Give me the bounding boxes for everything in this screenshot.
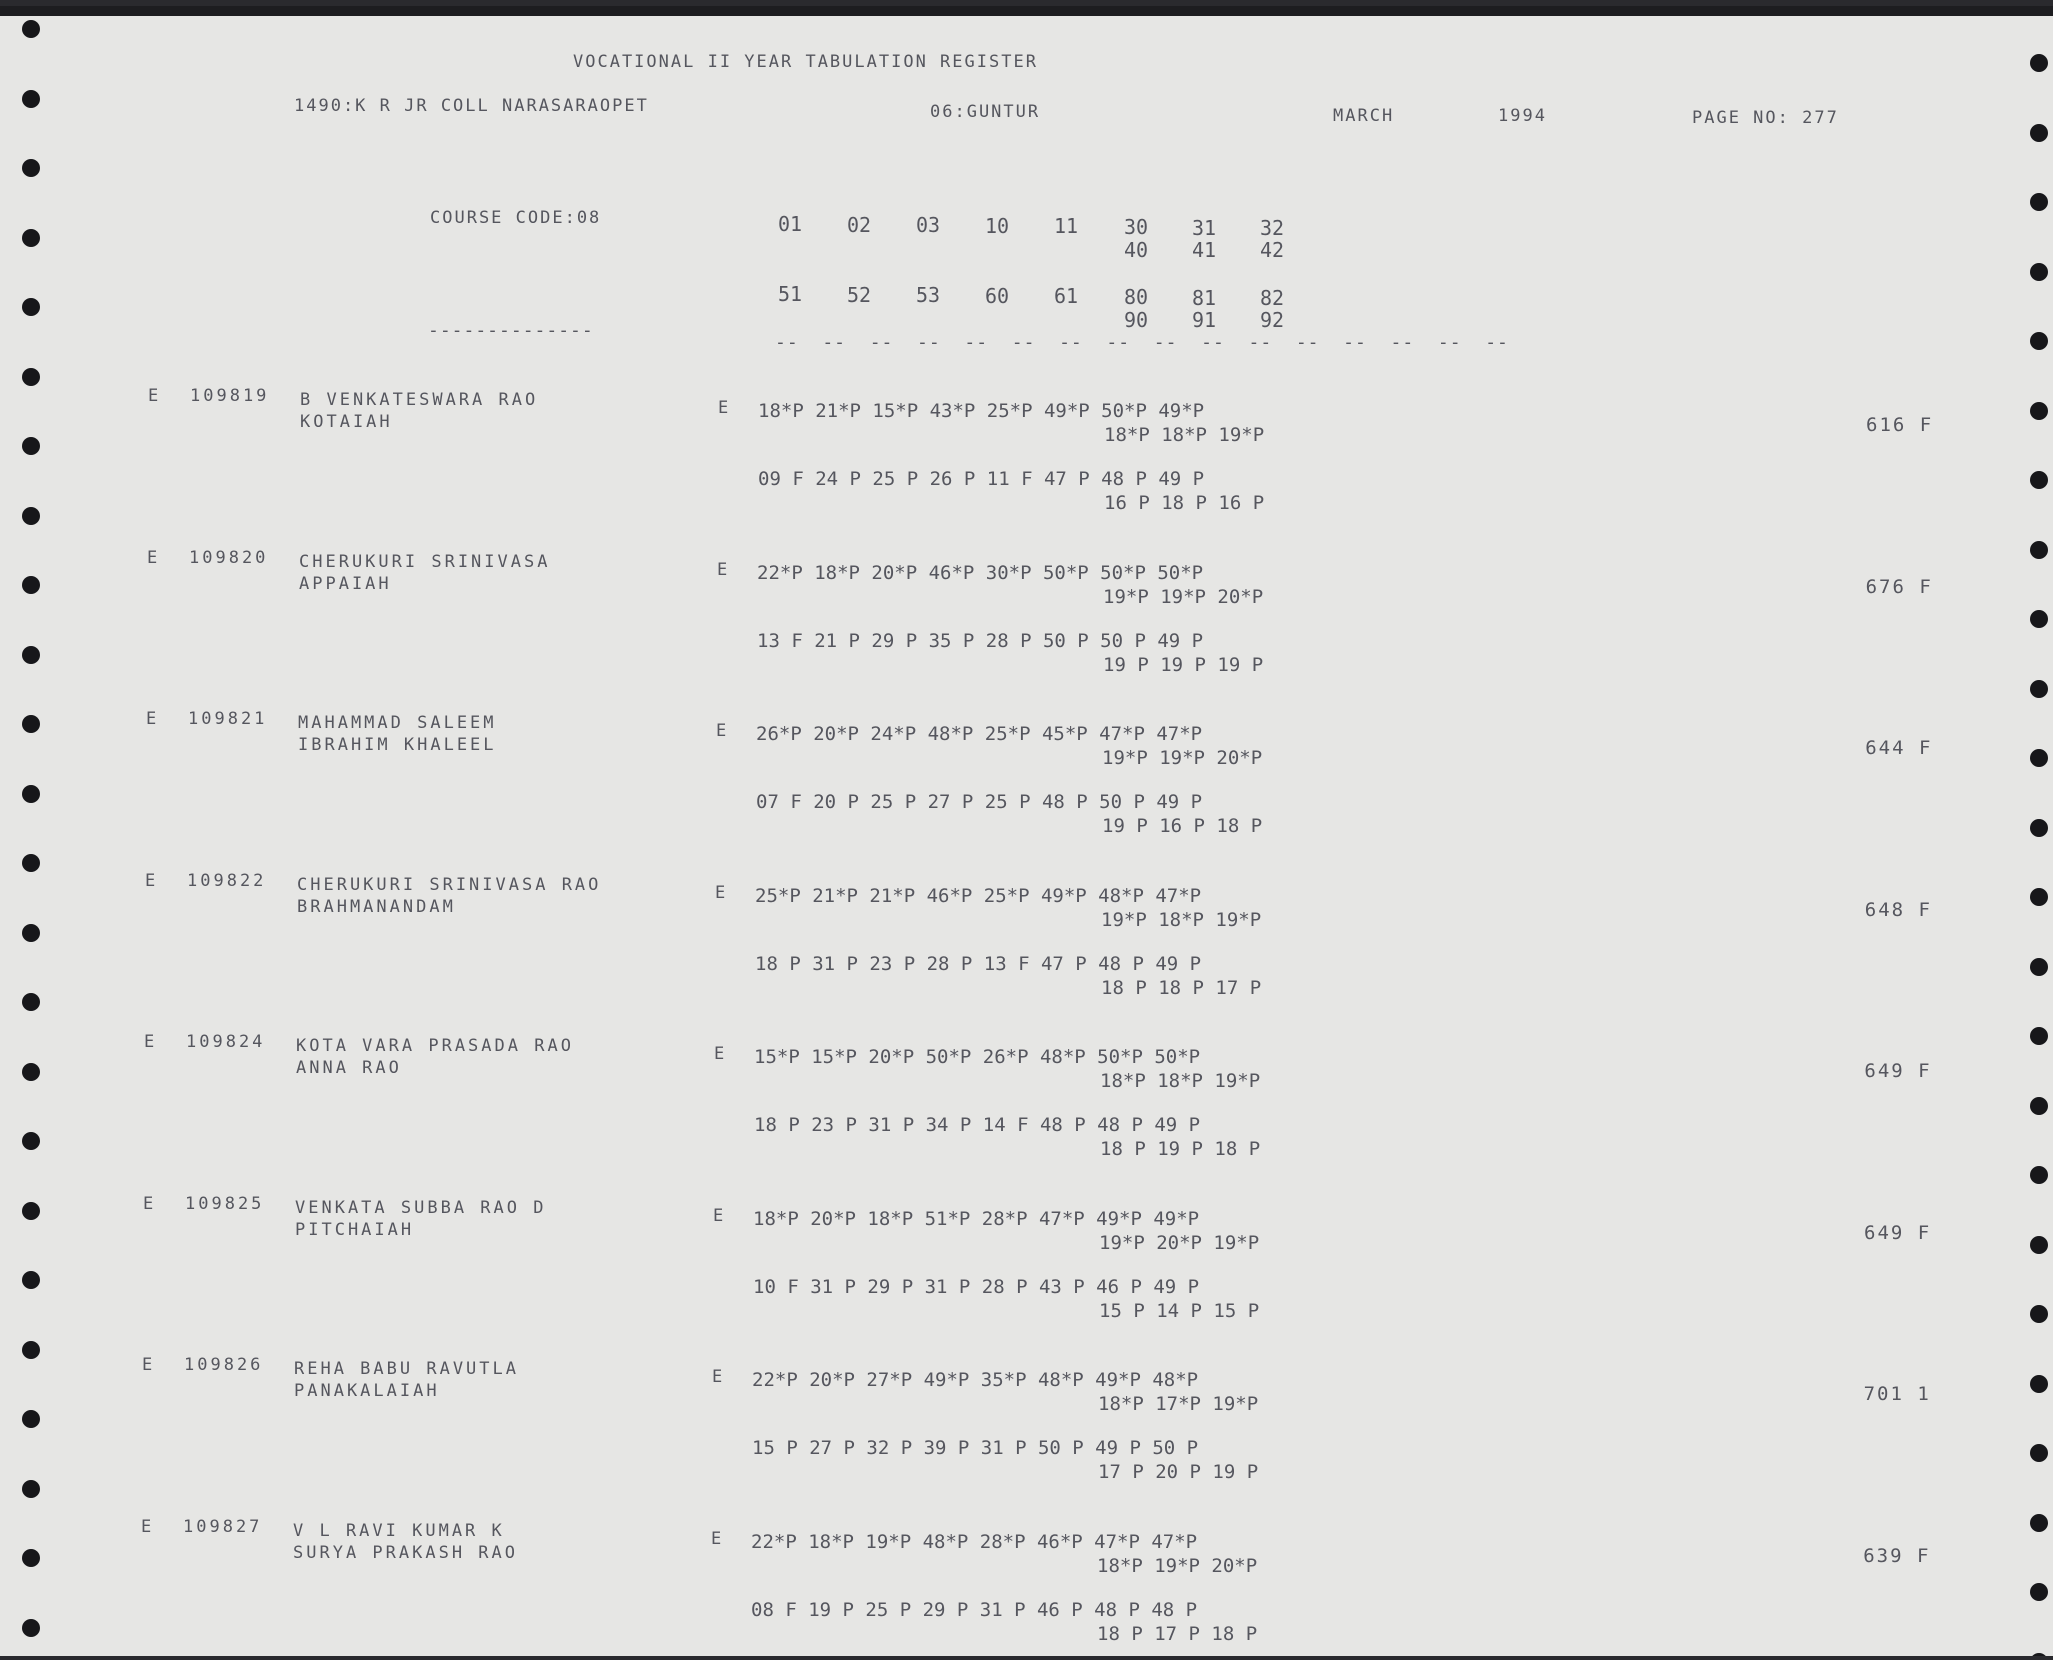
feed-hole [2030, 1166, 2048, 1184]
subject-code: 80 [1123, 285, 1149, 309]
page-number: PAGE NO: 277 [1692, 108, 1839, 128]
subject-code: 31 [1191, 215, 1217, 240]
exam-indicator: E [711, 1528, 725, 1549]
record-type: E [145, 870, 159, 891]
marks-line-1-cont: 18*P 18*P 19*P [1104, 424, 1265, 446]
feed-hole [22, 507, 40, 525]
subject-code: 11 [1053, 214, 1079, 239]
marks-line-2-cont: 18 P 18 P 17 P [1101, 976, 1262, 999]
subject-code: 32 [1259, 216, 1285, 241]
marks-line-2-cont: 15 P 14 P 15 P [1099, 1299, 1260, 1322]
feed-hole [22, 646, 40, 664]
subject-code: 92 [1259, 308, 1285, 332]
feed-hole [2030, 1375, 2048, 1393]
feed-hole [22, 1410, 40, 1428]
marks-line-2-cont: 17 P 20 P 19 P [1098, 1461, 1259, 1483]
grand-total: 616 F [1866, 414, 1934, 436]
roll-number: 109822 [187, 870, 267, 891]
marks-line-2-cont: 18 P 17 P 18 P [1097, 1622, 1258, 1645]
marks-line-2-cont: 16 P 18 P 16 P [1104, 492, 1265, 514]
feed-hole [22, 785, 40, 803]
father-name: APPAIAH [299, 573, 392, 594]
student-name: MAHAMMAD SALEEM [298, 713, 497, 733]
feed-hole [2030, 471, 2048, 489]
marks-line-1: 22*P 20*P 27*P 49*P 35*P 48*P 49*P 48*P [752, 1369, 1199, 1391]
exam-indicator: E [717, 559, 731, 580]
course-code-label: COURSE CODE:08 [430, 208, 602, 228]
subject-code: 01 [777, 212, 803, 236]
feed-hole [2030, 402, 2048, 420]
marks-line-1: 18*P 20*P 18*P 51*P 28*P 47*P 49*P 49*P [753, 1207, 1200, 1230]
feed-hole [22, 437, 40, 455]
feed-hole [22, 924, 40, 942]
subject-code: 41 [1191, 238, 1217, 262]
marks-line-1: 25*P 21*P 21*P 46*P 25*P 49*P 48*P 47*P [755, 884, 1202, 907]
grand-total: 648 F [1864, 898, 1932, 921]
scanner-edge [0, 6, 2053, 16]
feed-hole [22, 1202, 40, 1220]
exam-indicator: E [714, 1044, 728, 1064]
father-name: ANNA RAO [296, 1058, 402, 1078]
subject-code: 90 [1123, 308, 1149, 332]
record-type: E [143, 1193, 157, 1214]
feed-hole [22, 1549, 40, 1567]
marks-line-2-cont: 19 P 16 P 18 P [1102, 815, 1263, 837]
feed-hole [2030, 1097, 2048, 1115]
marks-line-1-cont: 19*P 19*P 20*P [1102, 747, 1263, 769]
feed-hole [22, 1619, 40, 1637]
marks-line-1: 26*P 20*P 24*P 48*P 25*P 45*P 47*P 47*P [756, 723, 1203, 745]
feed-hole [2030, 1305, 2048, 1323]
marks-line-2: 07 F 20 P 25 P 27 P 25 P 48 P 50 P 49 P [756, 791, 1203, 813]
record-type: E [148, 386, 162, 406]
marks-line-2: 09 F 24 P 25 P 26 P 11 F 47 P 48 P 49 P [758, 468, 1205, 490]
feed-hole [2030, 819, 2048, 837]
feed-hole [2030, 332, 2048, 350]
father-name: BRAHMANANDAM [297, 896, 456, 917]
exam-year: 1994 [1498, 106, 1547, 126]
roll-number: 109819 [190, 386, 270, 406]
student-name: KOTA VARA PRASADA RAO [296, 1036, 574, 1056]
grand-total: 649 F [1864, 1060, 1932, 1082]
feed-hole [2030, 1027, 2048, 1045]
subject-code: 10 [984, 213, 1010, 238]
marks-line-2-cont: 18 P 19 P 18 P [1100, 1138, 1261, 1160]
feed-hole [2030, 1583, 2048, 1601]
feed-hole [2030, 1444, 2048, 1462]
record-type: E [146, 709, 160, 729]
feed-hole [22, 1480, 40, 1498]
district-name: 06:GUNTUR [930, 102, 1041, 122]
student-name: CHERUKURI SRINIVASA RAO [297, 874, 602, 895]
record-type: E [142, 1355, 156, 1375]
feed-hole [22, 715, 40, 733]
tractor-feed-holes-right [2030, 6, 2053, 1656]
roll-number: 109820 [189, 547, 269, 568]
roll-number: 109824 [186, 1032, 266, 1052]
subject-code: 03 [915, 213, 941, 238]
course-underline: -------------- [428, 320, 594, 341]
marks-line-1-cont: 19*P 19*P 20*P [1103, 585, 1264, 608]
feed-hole [22, 20, 40, 38]
father-name: IBRAHIM KHALEEL [298, 735, 497, 755]
student-name: V L RAVI KUMAR K [293, 1520, 505, 1541]
feed-hole [2030, 541, 2048, 559]
feed-hole [2030, 680, 2048, 698]
feed-hole [22, 993, 40, 1011]
tractor-feed-holes-left [22, 6, 62, 1656]
grand-total: 644 F [1865, 737, 1933, 759]
subject-code: 52 [846, 282, 872, 307]
student-name: CHERUKURI SRINIVASA [299, 551, 551, 572]
father-name: PITCHAIAH [295, 1219, 415, 1240]
marks-line-1-cont: 18*P 17*P 19*P [1098, 1393, 1259, 1415]
grand-total: 649 F [1864, 1221, 1932, 1244]
exam-indicator: E [713, 1205, 727, 1226]
feed-hole [2030, 610, 2048, 628]
student-name: REHA BABU RAVUTLA [294, 1359, 519, 1379]
feed-hole [22, 1132, 40, 1150]
feed-hole [22, 368, 40, 386]
subject-code: 53 [915, 283, 941, 308]
feed-hole [2030, 263, 2048, 281]
subject-code: 61 [1053, 284, 1079, 309]
subject-code: 02 [846, 212, 872, 237]
father-name: KOTAIAH [300, 412, 393, 432]
marks-line-2: 18 P 23 P 31 P 34 P 14 F 48 P 48 P 49 P [754, 1114, 1201, 1136]
register-title: VOCATIONAL II YEAR TABULATION REGISTER [573, 52, 1038, 72]
feed-hole [2030, 1514, 2048, 1532]
feed-hole [22, 1271, 40, 1289]
marks-line-2: 10 F 31 P 29 P 31 P 28 P 43 P 46 P 49 P [753, 1275, 1200, 1298]
grand-total: 639 F [1863, 1544, 1931, 1567]
marks-line-2: 13 F 21 P 29 P 35 P 28 P 50 P 50 P 49 P [757, 629, 1204, 652]
column-dash-rule: -- -- -- -- -- -- -- -- -- -- -- -- -- -- -- -- [775, 332, 1509, 353]
marks-line-2: 15 P 27 P 32 P 39 P 31 P 50 P 49 P 50 P [752, 1437, 1199, 1459]
marks-line-1-cont: 18*P 18*P 19*P [1100, 1070, 1261, 1092]
father-name: SURYA PRAKASH RAO [293, 1542, 518, 1563]
roll-number: 109821 [188, 709, 268, 729]
marks-line-2: 18 P 31 P 23 P 28 P 13 F 47 P 48 P 49 P [755, 952, 1202, 975]
feed-hole [2030, 1653, 2048, 1657]
record-type: E [147, 547, 161, 568]
roll-number: 109826 [184, 1355, 264, 1375]
grand-total: 676 F [1865, 575, 1933, 598]
subject-code: 42 [1259, 238, 1285, 262]
feed-hole [2030, 749, 2048, 767]
feed-hole [22, 1341, 40, 1359]
feed-hole [22, 298, 40, 316]
record-type: E [141, 1516, 155, 1537]
record-type: E [144, 1032, 158, 1052]
subject-code: 51 [777, 282, 803, 306]
student-name: B VENKATESWARA RAO [300, 390, 539, 410]
subject-code: 40 [1123, 238, 1149, 262]
marks-line-1-cont: 19*P 18*P 19*P [1101, 908, 1262, 931]
subject-code: 91 [1191, 308, 1217, 332]
roll-number: 109825 [185, 1193, 265, 1214]
marks-line-2: 08 F 19 P 25 P 29 P 31 P 46 P 48 P 48 P [751, 1598, 1198, 1621]
marks-line-1: 22*P 18*P 20*P 46*P 30*P 50*P 50*P 50*P [757, 561, 1204, 584]
exam-indicator: E [718, 398, 732, 418]
tabulation-sheet [0, 6, 2053, 1656]
exam-indicator: E [712, 1367, 726, 1387]
subject-code: 81 [1191, 285, 1217, 310]
exam-indicator: E [715, 882, 729, 903]
feed-hole [2030, 193, 2048, 211]
feed-hole [22, 854, 40, 872]
feed-hole [2030, 958, 2048, 976]
marks-line-1-cont: 18*P 19*P 20*P [1097, 1554, 1258, 1577]
grand-total: 701 1 [1863, 1383, 1931, 1405]
feed-hole [22, 229, 40, 247]
student-name: VENKATA SUBBA RAO D [295, 1197, 547, 1218]
feed-hole [2030, 888, 2048, 906]
exam-month: MARCH [1333, 106, 1395, 126]
marks-line-1: 22*P 18*P 19*P 48*P 28*P 46*P 47*P 47*P [751, 1530, 1198, 1553]
father-name: PANAKALAIAH [294, 1381, 440, 1401]
subject-code: 60 [984, 283, 1010, 308]
roll-number: 109827 [183, 1516, 263, 1537]
marks-line-1-cont: 19*P 20*P 19*P [1099, 1231, 1260, 1254]
feed-hole [2030, 54, 2048, 72]
exam-indicator: E [716, 721, 730, 741]
feed-hole [2030, 1236, 2048, 1254]
marks-line-1: 15*P 15*P 20*P 50*P 26*P 48*P 50*P 50*P [754, 1046, 1201, 1068]
subject-code: 82 [1259, 286, 1285, 311]
feed-hole [22, 159, 40, 177]
subject-code: 30 [1123, 215, 1149, 239]
feed-hole [22, 576, 40, 594]
marks-line-2-cont: 19 P 19 P 19 P [1103, 653, 1264, 676]
marks-line-1: 18*P 21*P 15*P 43*P 25*P 49*P 50*P 49*P [758, 400, 1205, 422]
feed-hole [22, 1063, 40, 1081]
college-name: 1490:K R JR COLL NARASARAOPET [294, 96, 649, 116]
feed-hole [22, 90, 40, 108]
feed-hole [2030, 124, 2048, 142]
